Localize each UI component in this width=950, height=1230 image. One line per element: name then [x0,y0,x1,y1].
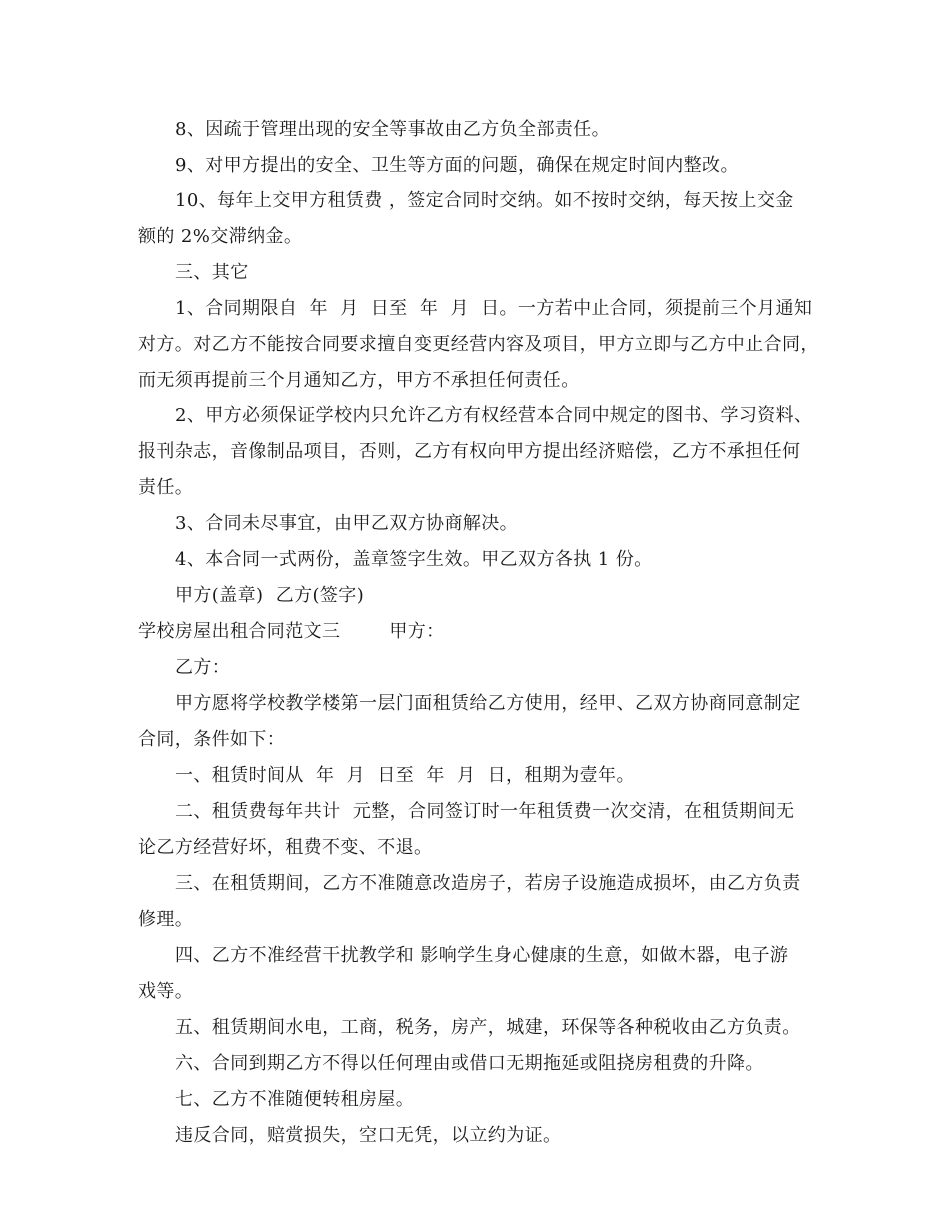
signature-line: 甲方(盖章) 乙方(签字) [175,585,365,606]
party-b-line: 乙方： [175,657,231,678]
clause-8: 8、因疏于管理出现的安全等事故由乙方负全部责任。 [175,119,611,140]
section-heading-other: 三、其它 [175,262,249,283]
other-clause-1-line-1: 1、合同期限自 年 月 日至 年 月 日。一方若中止合同，须提前三个月通知 [175,298,813,319]
term-clause-2-line-1: 二、租赁费每年共计 元整，合同签订时一年租赁费一次交清，在租赁期间无 [175,801,795,822]
preamble-line-2: 合同，条件如下： [138,729,286,750]
other-clause-2-line-1: 2、甲方必须保证学校内只允许乙方有权经营本合同中规定的图书、学习资料、 [175,405,813,426]
clause-10-line-2: 额的 2%交滞纳金。 [138,226,303,247]
closing-statement: 违反合同，赔赏损失，空口无凭，以立约为证。 [175,1125,562,1146]
other-clause-2-line-3: 责任。 [138,477,194,498]
term-clause-3-line-2: 修理。 [138,909,194,930]
clause-9: 9、对甲方提出的安全、卫生等方面的问题，确保在规定时间内整改。 [175,155,739,176]
other-clause-1-line-3: 而无须再提前三个月通知乙方，甲方不承担任何责任。 [138,370,580,391]
term-clause-1: 一、租赁时间从 年 月 日至 年 月 日，租期为壹年。 [175,765,635,786]
term-clause-4-line-1: 四、乙方不准经营干扰教学和 影响学生身心健康的生意，如做木器，电子游 [175,945,789,966]
term-clause-4-line-2: 戏等。 [138,981,194,1002]
term-clause-7: 七、乙方不准随便转租房屋。 [175,1089,415,1110]
other-clause-3: 3、合同未尽事宜，由甲乙双方协商解决。 [175,513,519,534]
other-clause-2-line-2: 报刊杂志，音像制品项目，否则，乙方有权向甲方提出经济赔偿，乙方不承担任何 [138,441,801,462]
term-clause-2-line-2: 论乙方经营好坏，租费不变、不退。 [138,837,433,858]
term-clause-5: 五、租赁期间水电，工商，税务，房产，城建，环保等各种税收由乙方负责。 [175,1017,801,1038]
other-clause-4: 4、本合同一式两份，盖章签字生效。甲乙双方各执 1 份。 [175,549,653,570]
other-clause-1-line-2: 对方。对乙方不能按合同要求擅自变更经营内容及项目，甲方立即与乙方中止合同， [138,334,819,355]
contract-title-party-a: 学校房屋出租合同范文三 甲方： [138,621,445,642]
clause-10-line-1: 10、每年上交甲方租赁费 ，签定合同时交纳。如不按时交纳，每天按上交金 [175,190,794,211]
term-clause-3-line-1: 三、在租赁期间，乙方不准随意改造房子，若房子设施造成损坏，由乙方负责 [175,873,801,894]
preamble-line-1: 甲方愿将学校教学楼第一层门面租赁给乙方使用，经甲、乙双方协商同意制定 [175,693,801,714]
term-clause-6: 六、合同到期乙方不得以任何理由或借口无期拖延或阻挠房租费的升降。 [175,1053,764,1074]
